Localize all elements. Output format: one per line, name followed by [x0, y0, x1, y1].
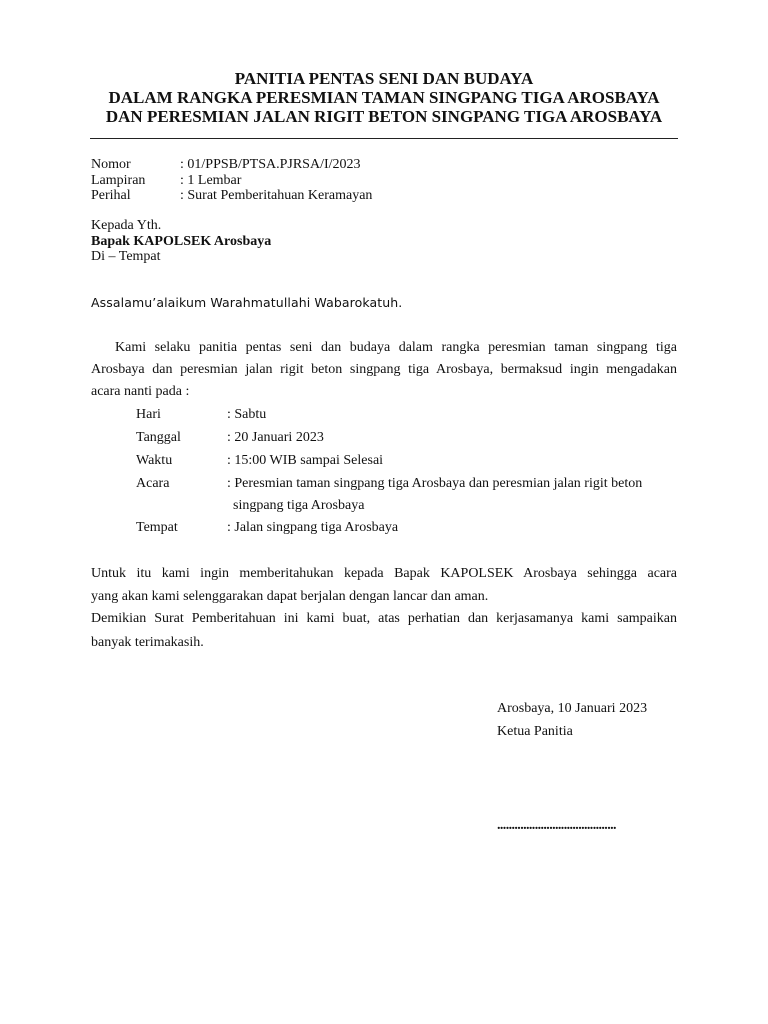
closing-line-3: Demikian Surat Pemberitahuan ini kami buat, atas perhatian dan kerjasamanya kami sampaikan	[91, 611, 677, 626]
nomor-label: Nomor	[91, 157, 131, 172]
tempat-label: Tempat	[136, 520, 178, 535]
header-title-line1: PANITIA PENTAS SENI DAN BUDAYA	[234, 69, 534, 88]
header-title-line3: DAN PERESMIAN JALAN RIGIT BETON SINGPANG TIGA AROSBAYA	[105, 107, 663, 126]
header-divider	[90, 138, 678, 139]
closing-line-4: banyak terimakasih.	[91, 635, 204, 650]
tanggal-label: Tanggal	[136, 430, 181, 445]
signature-role: Ketua Panitia	[497, 724, 573, 739]
perihal-label: Perihal	[91, 188, 131, 203]
hari-value: : Sabtu	[227, 407, 267, 422]
header-title-line2: DALAM RANGKA PERESMIAN TAMAN SINGPANG TIGA AROSBAYA	[108, 88, 660, 107]
acara-label: Acara	[136, 476, 170, 491]
acara-value-line2: singpang tiga Arosbaya	[233, 498, 365, 513]
signature-place-date: Arosbaya, 10 Januari 2023	[497, 701, 648, 716]
closing-line-1: Untuk itu kami ingin memberitahukan kepada Bapak KAPOLSEK Arosbaya sehingga acara	[91, 566, 677, 581]
nomor-value: : 01/PPSB/PTSA.PJRSA/I/2023	[180, 157, 361, 172]
hari-label: Hari	[136, 407, 161, 422]
lampiran-label: Lampiran	[91, 173, 146, 188]
lampiran-value: : 1 Lembar	[180, 173, 242, 188]
intro-line-3: acara nanti pada :	[91, 384, 190, 399]
tanggal-value: : 20 Januari 2023	[227, 430, 324, 445]
recipient-location: Di – Tempat	[91, 249, 161, 264]
recipient-name: Bapak KAPOLSEK Arosbaya	[91, 234, 272, 249]
perihal-value: : Surat Pemberitahuan Keramayan	[180, 188, 373, 203]
acara-value-line1: : Peresmian taman singpang tiga Arosbaya dan peresmian jalan rigit beton	[227, 476, 643, 491]
waktu-value: : 15:00 WIB sampai Selesai	[227, 453, 384, 468]
intro-line-2: Arosbaya dan peresmian jalan rigit beton singpang tiga Arosbaya, bermaksud ingin mengadakan	[91, 362, 677, 377]
tempat-value: : Jalan singpang tiga Arosbaya	[227, 520, 399, 535]
closing-line-2: yang akan kami selenggarakan dapat berjalan dengan lancar dan aman.	[91, 589, 489, 604]
greeting: Assalamu’alaikum Warahmatullahi Wabarokatuh.	[91, 295, 403, 310]
waktu-label: Waktu	[136, 453, 173, 468]
intro-line-1: Kami selaku panitia pentas seni dan budaya dalam rangka peresmian taman singpang tiga	[115, 340, 677, 355]
recipient-salutation: Kepada Yth.	[91, 218, 162, 233]
signature-name-placeholder: .........................................	[497, 818, 616, 833]
